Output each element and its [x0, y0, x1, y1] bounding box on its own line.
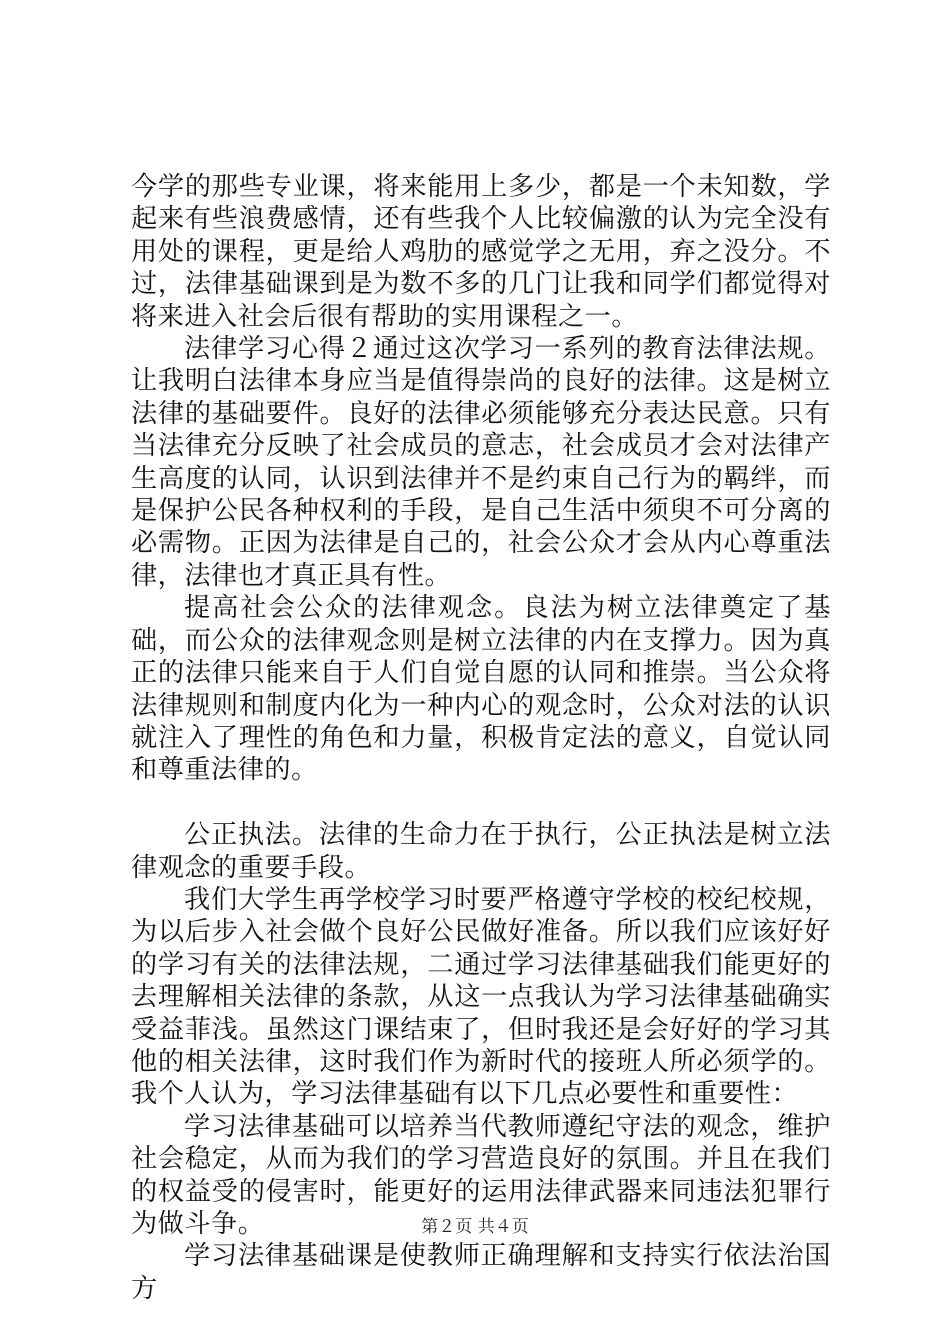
paragraph-7: 学习法律基础课是使教师正确理解和支持实行依法治国方: [131, 1241, 831, 1304]
paragraph-2: 法律学习心得２通过这次学习一系列的教育法律法规。让我明白法律本身应当是值得崇尚的良好的法律。这是树立法律的基础要件。良好的法律必须能够充分表达民意。只有当法律充分反映了社会成员的意志，社会成员才会对法律产生高度的认同，认识到法律并不是约束自己行为的羁绊，而是保护公民各种权利的手段，是自己生活中须臾不可分离的必需物。正因为法律是自己的，社会公众才会从内心尊重法律，法律也才真正具有性。: [131, 334, 831, 591]
document-body: [131, 171, 831, 1305]
paragraph-4: 公正执法。法律的生命力在于执行，公正执法是树立法律观念的重要手段。: [131, 820, 831, 883]
paragraph-5: 我们大学生再学校学习时要严格遵守学校的校纪校规，为以后步入社会做个良好公民做好准备。所以我们应该好好的学习有关的法律法规，二通过学习法律基础我们能更好的去理解相关法律的条款，从这一点我认为学习法律基础确实受益菲浅。虽然这门课结束了，但时我还是会好好的学习其他的相关法律，这时我们作为新时代的接班人所必须学的。我个人认为，学习法律基础有以下几点必要性和重要性：: [131, 884, 831, 1110]
paragraph-3: 提高社会公众的法律观念。良法为树立法律奠定了基础，而公众的法律观念则是树立法律的内在支撑力。因为真正的法律只能来自于人们自觉自愿的认同和推崇。当公众将法律规则和制度内化为一种内心的观念时，公众对法的认识就注入了理性的角色和力量，积极肯定法的意义，自觉认同和尊重法律的。: [131, 593, 831, 786]
paragraph-6: 学习法律基础可以培养当代教师遵纪守法的观念，维护社会稳定，从而为我们的学习营造良好的氛围。并且在我们的权益受的侵害时，能更好的运用法律武器来同违法犯罪行为做斗争。: [131, 1111, 831, 1239]
paragraph-1: 今学的那些专业课，将来能用上多少，都是一个未知数，学起来有些浪费感情，还有些我个人比较偏激的认为完全没有用处的课程，更是给人鸡肋的感觉学之无用，弃之没分。不过，法律基础课到是为数不多的几门让我和同学们都觉得对将来进入社会后很有帮助的实用课程之一。: [131, 172, 831, 332]
page-number-footer: 第２页 共４页: [421, 1217, 529, 1237]
